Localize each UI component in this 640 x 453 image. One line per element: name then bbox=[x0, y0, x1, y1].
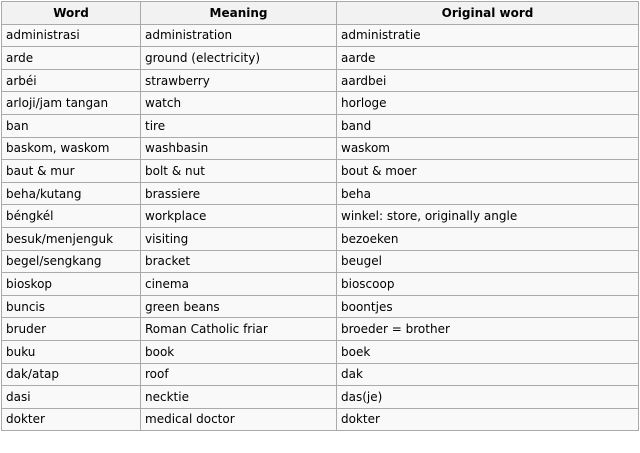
table-row bbox=[2, 295, 639, 318]
table-row bbox=[2, 47, 639, 70]
table-row bbox=[2, 318, 639, 341]
word-cell: ban bbox=[2, 114, 141, 137]
meaning-cell: strawberry bbox=[141, 69, 337, 92]
table-row bbox=[2, 24, 639, 47]
word-cell: begel/sengkang bbox=[2, 250, 141, 273]
original-word-cell: bioscoop bbox=[337, 273, 639, 296]
meaning-cell: cinema bbox=[141, 273, 337, 296]
table-body bbox=[2, 24, 639, 431]
table-row bbox=[2, 273, 639, 296]
table-row bbox=[2, 340, 639, 363]
meaning-cell: brassiere bbox=[141, 182, 337, 205]
meaning-cell: workplace bbox=[141, 205, 337, 228]
word-cell: bioskop bbox=[2, 273, 141, 296]
table-row bbox=[2, 160, 639, 183]
meaning-cell: tire bbox=[141, 114, 337, 137]
meaning-cell: bolt & nut bbox=[141, 160, 337, 183]
word-cell: baut & mur bbox=[2, 160, 141, 183]
original-word-cell: bezoeken bbox=[337, 227, 639, 250]
table-row bbox=[2, 363, 639, 386]
original-word-cell: dokter bbox=[337, 408, 639, 431]
word-cell: arloji/jam tangan bbox=[2, 92, 141, 115]
table-row bbox=[2, 92, 639, 115]
word-cell: baskom, waskom bbox=[2, 137, 141, 160]
word-cell: béngkél bbox=[2, 205, 141, 228]
original-word-cell: aarde bbox=[337, 47, 639, 70]
original-word-cell: bout & moer bbox=[337, 160, 639, 183]
table-row bbox=[2, 137, 639, 160]
word-cell: bruder bbox=[2, 318, 141, 341]
table-row bbox=[2, 408, 639, 431]
meaning-cell: visiting bbox=[141, 227, 337, 250]
word-cell: buncis bbox=[2, 295, 141, 318]
original-word-cell: horloge bbox=[337, 92, 639, 115]
original-word-cell: aardbei bbox=[337, 69, 639, 92]
original-word-cell: administratie bbox=[337, 24, 639, 47]
original-word-cell: das(je) bbox=[337, 386, 639, 409]
meaning-cell: washbasin bbox=[141, 137, 337, 160]
original-word-cell: boek bbox=[337, 340, 639, 363]
meaning-cell: ground (electricity) bbox=[141, 47, 337, 70]
table-row bbox=[2, 227, 639, 250]
original-word-cell: band bbox=[337, 114, 639, 137]
meaning-cell: medical doctor bbox=[141, 408, 337, 431]
original-word-cell: beugel bbox=[337, 250, 639, 273]
table-row bbox=[2, 205, 639, 228]
original-word-cell: waskom bbox=[337, 137, 639, 160]
meaning-cell: roof bbox=[141, 363, 337, 386]
meaning-cell: watch bbox=[141, 92, 337, 115]
meaning-cell: bracket bbox=[141, 250, 337, 273]
word-cell: administrasi bbox=[2, 24, 141, 47]
word-cell: buku bbox=[2, 340, 141, 363]
word-cell: dak/atap bbox=[2, 363, 141, 386]
original-word-cell: beha bbox=[337, 182, 639, 205]
header-row bbox=[2, 2, 639, 25]
table-row bbox=[2, 69, 639, 92]
table-row bbox=[2, 182, 639, 205]
original-word-cell: boontjes bbox=[337, 295, 639, 318]
word-cell: arbéi bbox=[2, 69, 141, 92]
column-header-word: Word bbox=[2, 2, 141, 25]
word-cell: besuk/menjenguk bbox=[2, 227, 141, 250]
word-cell: beha/kutang bbox=[2, 182, 141, 205]
word-cell: arde bbox=[2, 47, 141, 70]
meaning-cell: Roman Catholic friar bbox=[141, 318, 337, 341]
table-row bbox=[2, 386, 639, 409]
meaning-cell: book bbox=[141, 340, 337, 363]
word-cell: dokter bbox=[2, 408, 141, 431]
meaning-cell: green beans bbox=[141, 295, 337, 318]
word-table bbox=[1, 1, 639, 431]
table-row bbox=[2, 250, 639, 273]
original-word-cell: dak bbox=[337, 363, 639, 386]
original-word-cell: broeder = brother bbox=[337, 318, 639, 341]
original-word-cell: winkel: store, originally angle bbox=[337, 205, 639, 228]
table-row bbox=[2, 114, 639, 137]
meaning-cell: necktie bbox=[141, 386, 337, 409]
meaning-cell: administration bbox=[141, 24, 337, 47]
column-header-original-word: Original word bbox=[337, 2, 639, 25]
column-header-meaning: Meaning bbox=[141, 2, 337, 25]
word-cell: dasi bbox=[2, 386, 141, 409]
